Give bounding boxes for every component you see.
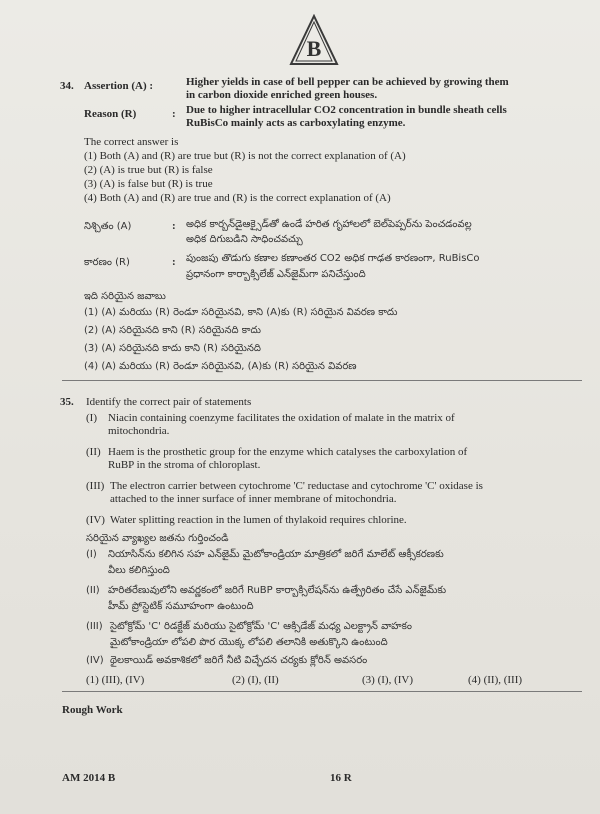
q34-te-assertion-colon: : (172, 220, 176, 232)
q34-te-reason-label: కారణం (R) (84, 257, 130, 268)
q34-te-option-4[interactable]: (4) (A) మరియు (R) రెండూ సరియైనవి, (A)కు (R) సరియైన వివరణ (84, 361, 357, 372)
q34-option-1[interactable]: (1) Both (A) and (R) are true but (R) is not the correct explanation of (A) (84, 150, 406, 162)
q35-te-statements: (I) నియాసిన్‌ను కలిగిన సహ ఎన్‌జైమ్ మైటోకాండ్రియా మాత్రికలో జరిగే మాలేట్ ఆక్సీకరణకు వీలు కలిగిస్తుంది (II) హరితరేణువులోని అవర్ణకంలో జరిగే RuBP కార్బాక్సిలేషన్‌ను ఉత్ప్రేరితం చేసే ఎన్‌జైమ్‌కు హీమ్ ప్రోస్టెటిక్ సమూహంగా ఉంటుంది (III) సైటోక్రోమ్ 'C' రిడక్టేజ్ మరియు సైటోక్రోమ్ 'C' ఆక్సిడేజ్ మధ్య ఎలక్ట్రాన్ వాహకం మైటోకాండ్రియా లోపలి పొర యొక్క లోపలి తలానికి అతుక్కొని ఉంటుంది (IV) థైలకాయిడ్ అవకాశికలో జరిగే నీటి విచ్ఛేదన చర్యకు క్లోరిన్ అవసరం (86, 549, 447, 666)
q35-answer-2[interactable]: (2) (I), (II) (232, 674, 279, 686)
question-divider (62, 380, 582, 381)
page-number: 16 R (330, 772, 352, 784)
q34-reason-label: Reason (R) (84, 108, 137, 120)
q34-te-option-1[interactable]: (1) (A) మరియు (R) రెండూ సరియైనవి, కాని (A)కు (R) సరియైన వివరణ కాదు (84, 307, 398, 318)
q34-option-4[interactable]: (4) Both (A) and (R) are true and (R) is the correct explanation of (A) (84, 192, 391, 204)
q34-te-option-2[interactable]: (2) (A) సరియైనది కాని (R) సరియైనది కాదు (84, 325, 261, 336)
q34-te-reason-colon: : (172, 256, 176, 268)
q35-number: 35. (60, 396, 74, 408)
rough-work-divider (62, 691, 582, 692)
q35-statements: (I) Niacin containing coenzyme facilitates the oxidation of malate in the matrix of mitochondria. (II) Haem is the prosthetic group for the enzyme which catalyses the carboxylation of RuBP in the stroma of chloroplast. (III) The electron carrier between cytochrome 'C' reductase and cytochrome 'C' oxidase is attached to the inner surface of inner membrane of mitochondria. (IV) Water splitting reaction in the lumen of thylakoid requires chlorine. (86, 412, 483, 526)
q35-answer-1[interactable]: (1) (III), (IV) (86, 674, 145, 686)
q34-te-options (84, 306, 584, 374)
q34-te-assertion-label: నిశ్చితం (A) (84, 221, 132, 232)
q35-te-prompt: సరియైన వ్యాఖ్యల జతను గుర్తించండి (86, 533, 229, 544)
q34-reason-colon: : (172, 108, 176, 120)
paper-set-letter: B (306, 36, 322, 61)
q34-options (84, 150, 584, 210)
q35-prompt: Identify the correct pair of statements (86, 396, 252, 408)
rough-work-label: Rough Work (62, 704, 123, 716)
paper-code: AM 2014 B (62, 772, 116, 784)
q34-prompt: The correct answer is (84, 136, 179, 148)
q34-option-3[interactable]: (3) (A) is false but (R) is true (84, 178, 213, 190)
q34-te-assertion-text: అధిక కార్బన్‌డైఆక్సైడ్‌తో ఉండే హరిత గృహాలలో బెల్‌పెప్పర్‌ను పెంచడంవల్ల అధిక దిగుబడిని సాధించవచ్చు (186, 219, 472, 245)
q35-answer-4[interactable]: (4) (II), (III) (468, 674, 523, 686)
q34-option-2[interactable]: (2) (A) is true but (R) is false (84, 164, 213, 176)
q34-assertion-label: Assertion (A) : (84, 80, 154, 92)
q34-te-prompt: ఇది సరియైన జవాబు (84, 291, 166, 302)
q34-te-option-3[interactable]: (3) (A) సరియైనది కాదు కాని (R) సరియైనది (84, 343, 261, 354)
paper-set-badge (289, 14, 339, 66)
q35-answers (86, 674, 586, 688)
exam-page: B 34. Assertion (A) : Higher yields in case of bell pepper can be achieved by growing them in carbon dioxide enriched green houses. Reason (R) : Due to higher intracellular CO2 concentration in bundle sheath cells RuBisCo mainly acts as carboxylating enzyme. The correct answer is (1) Both (A) and (R) are true but (R) is not the correct explanation of (A) (2) (A) is true but (R) is false (3) (A) is false but (R) is true (4) Both (A) and (R) are true and (R) is the correct explanation of (A) నిశ్చితం (A) : అధిక కార్బన్‌డైఆక్సైడ్‌తో ఉండే హరిత గృహాలలో బెల్‌పెప్పర్‌ను పెంచడంవల్ల అధిక దిగుబడిని సాధించవచ్చు కారణం (R) : పుంజపు తొడుగు కణాల కణాంతర CO2 అధిక గాఢత కారణంగా, RuBisCo ప్రధానంగా కార్బాక్సిలేజ్ ఎన్‌జైమ్‌గా పనిచేస్తుంది ఇది సరియైన జవాబు (1) (A) మరియు (R) రెండూ సరియైనవి, కాని (A)కు (R) సరియైన వివరణ కాదు (2) (A) సరియైనది కాని (R) సరియైనది కాదు (3) (A) సరియైనది కాదు కాని (R) సరియైనది (4) (A) మరియు (R) రెండూ సరియైనవి, (A)కు (R) సరియైన వివరణ 35. Identify the correct pair of statements (I) Niacin containing coenzyme facilitates the oxidation of malate in the matrix of mitochondria. (II) Haem is the prosthetic group for the enzyme which catalyses the carboxylation of RuBP in the stroma of chloroplast. (III) The electron carrier between cytochrome 'C' reductase and cytochrome 'C' oxidase is attached to the inner surface of inner membrane of mitochondria. (IV) Water splitting reaction in the lumen of thylakoid requires chlorine. సరియైన వ్యాఖ్యల జతను గుర్తించండి (I) నియాసిన్‌ను కలిగిన సహ ఎన్‌జైమ్ మైటోకాండ్రియా మాత్రికలో జరిగే మాలేట్ ఆక్సీకరణకు వీలు కలిగిస్తుంది (II) హరితరేణువులోని అవర్ణకంలో జరిగే RuBP కార్బాక్సిలేషన్‌ను ఉత్ప్రేరితం చేసే ఎన్‌జైమ్‌కు హీమ్ ప్రోస్టెటిక్ సమూహంగా ఉంటుంది (III) సైటోక్రోమ్ 'C' రిడక్టేజ్ మరియు సైటోక్రోమ్ 'C' ఆక్సిడేజ్ మధ్య ఎలక్ట్రాన్ వాహకం మైటోకాండ్రియా లోపలి పొర యొక్క లోపలి తలానికి అతుక్కొని ఉంటుంది (IV) థైలకాయిడ్ అవకాశికలో జరిగే నీటి విచ్ఛేదన చర్యకు క్లోరిన్ అవసరం (1) (III), (IV) (2) (I), (II) (3) (I), (IV) (4) (II), (III) Rough Work AM 2014 B 16 R (0, 0, 600, 814)
q35-answer-3[interactable]: (3) (I), (IV) (362, 674, 413, 686)
q34-te-reason-text: పుంజపు తొడుగు కణాల కణాంతర CO2 అధిక గాఢత కారణంగా, RuBisCo ప్రధానంగా కార్బాక్సిలేజ్ ఎన్‌జైమ్‌గా పనిచేస్తుంది (186, 253, 480, 280)
q34-number: 34. (60, 80, 74, 92)
